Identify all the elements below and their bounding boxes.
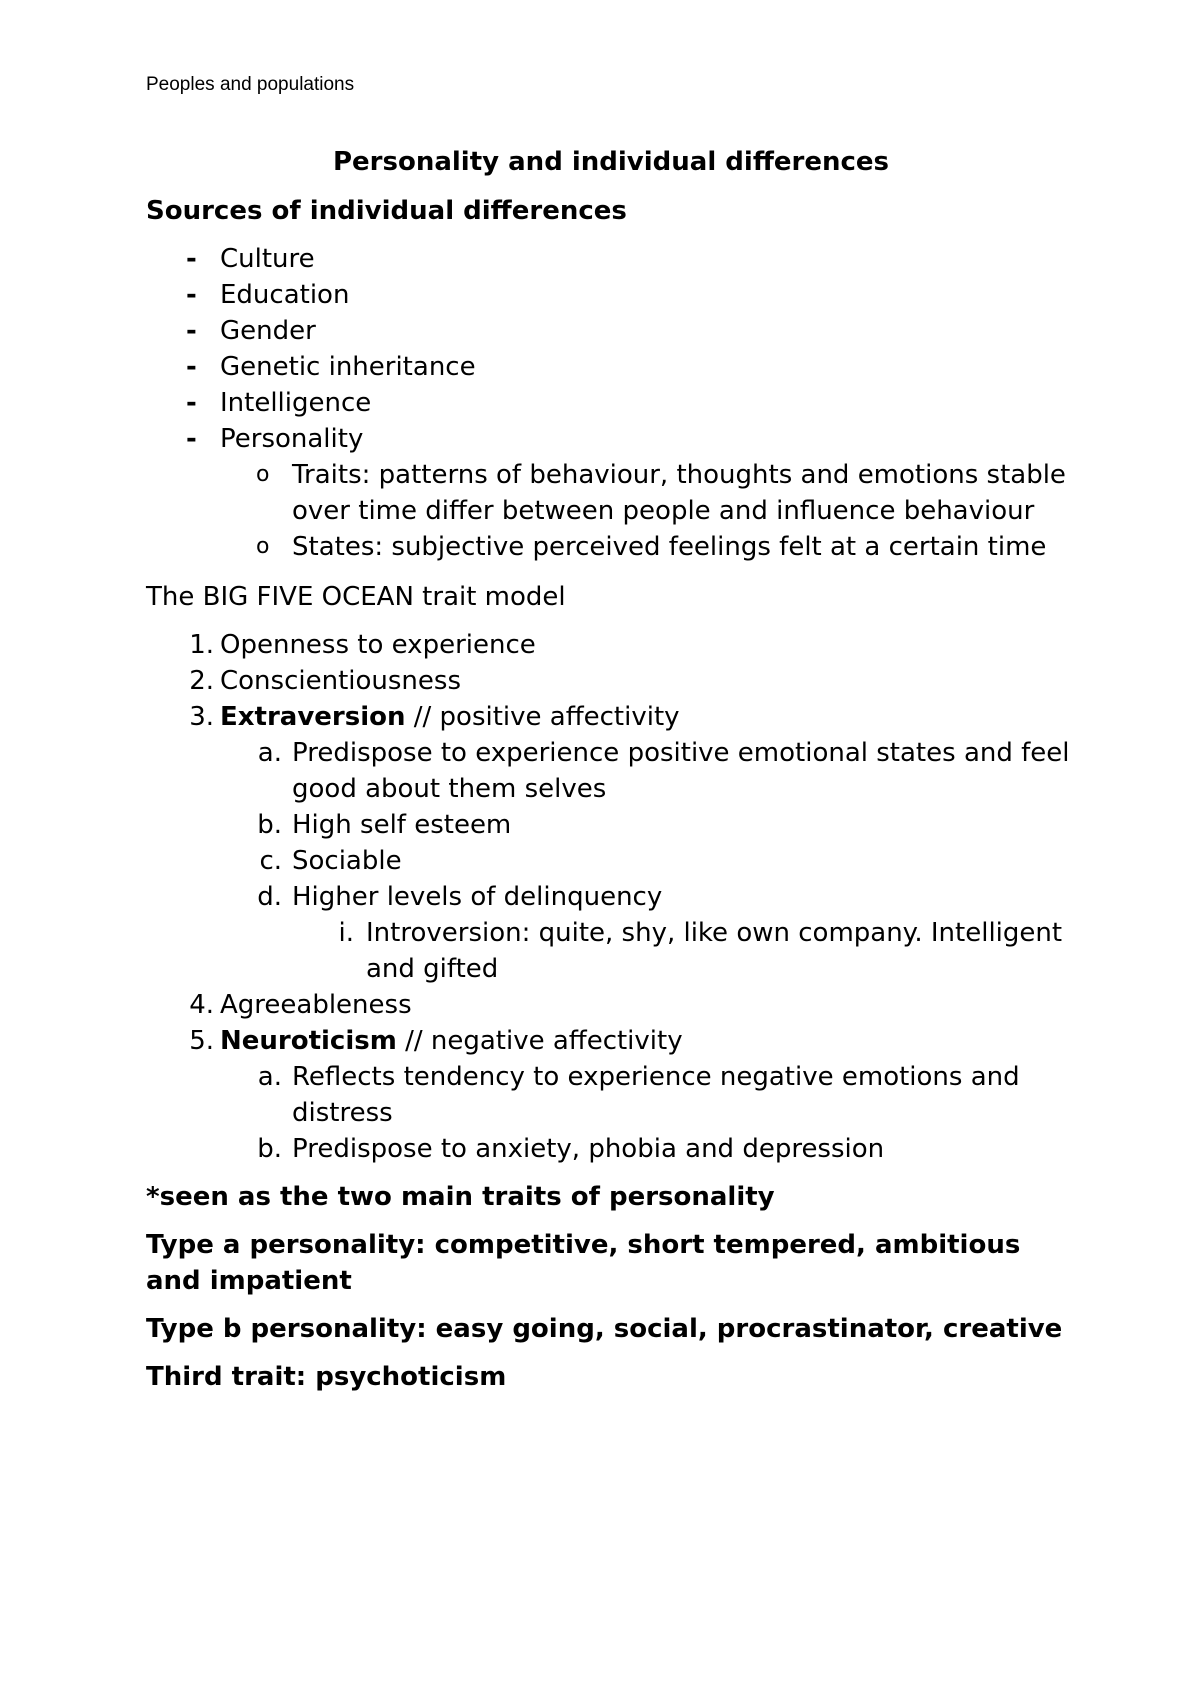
list-item [146,529,1076,565]
letter-marker: a. [257,738,282,768]
list-item [146,735,1076,807]
list-item [146,843,1076,879]
sources-list [146,241,1076,565]
list-item-text: // positive affectivity [405,702,680,732]
sources-heading: Sources of individual differences [146,196,627,226]
o-bullet: o [256,462,270,487]
type-b-paragraph: Type b personality: easy going, social, procrastinator, creative [146,1314,1063,1344]
document-body [146,140,1076,1395]
letter-marker: d. [257,882,282,912]
list-item [146,807,1076,843]
list-item [146,915,1076,987]
list-item [146,879,1076,915]
list-item [146,313,1076,349]
list-item-bold-text: Extraversion [220,702,406,732]
type-a-paragraph: Type a personality: competitive, short tempered, ambitious and impatient [146,1230,1021,1296]
list-item-text: Openness to experience [220,630,536,660]
list-item [146,627,1076,663]
main-traits-note: *seen as the two main traits of personality [146,1182,775,1212]
list-item [146,241,1076,277]
letter-marker: b. [257,1134,282,1164]
letter-marker: c. [259,846,282,876]
list-item [146,277,1076,313]
list-item [146,457,1076,529]
list-item-text: Agreeableness [220,990,412,1020]
number-marker: 1. [189,630,214,660]
dash-bullet: - [186,388,197,418]
running-header: Peoples and populations [146,74,355,95]
list-item-text: States: subjective perceived feelings felt at a certain time [292,532,1047,562]
list-item-text: Education [220,280,350,310]
list-item-text: Predispose to anxiety, phobia and depression [292,1134,885,1164]
list-item [146,987,1076,1023]
list-item [146,385,1076,421]
dash-bullet: - [186,424,197,454]
dash-bullet: - [186,280,197,310]
list-item-text: Reflects tendency to experience negative emotions and distress [292,1062,1020,1128]
list-item-text: Introversion: quite, shy, like own company. Intelligent and gifted [366,918,1063,984]
big-five-heading: The BIG FIVE OCEAN trait model [146,582,566,612]
list-item-text: Predispose to experience positive emotional states and feel good about them selves [292,738,1070,804]
list-item [146,349,1076,385]
dash-bullet: - [186,352,197,382]
big-five-list [146,627,1076,1167]
list-item-text: Genetic inheritance [220,352,476,382]
list-item-text: Culture [220,244,315,274]
list-item-text: Personality [220,424,364,454]
list-item [146,699,1076,735]
document-title: Personality and individual differences [332,147,890,177]
letter-marker: b. [257,810,282,840]
third-trait-paragraph: Third trait: psychoticism [146,1362,507,1392]
number-marker: 4. [189,990,214,1020]
list-item-text: Conscientiousness [220,666,461,696]
list-item-text: Intelligence [220,388,372,418]
list-item [146,1131,1076,1167]
letter-marker: a. [257,1062,282,1092]
list-item-text: Sociable [292,846,402,876]
list-item-text: // negative affectivity [396,1026,683,1056]
list-item-bold-text: Neuroticism [220,1026,397,1056]
o-bullet: o [256,534,270,559]
list-item-text: Gender [220,316,316,346]
list-item-text: Higher levels of delinquency [292,882,663,912]
number-marker: 5. [189,1026,214,1056]
dash-bullet: - [186,244,197,274]
list-item [146,421,1076,457]
number-marker: 3. [189,702,214,732]
roman-marker: i. [338,918,354,948]
number-marker: 2. [189,666,214,696]
list-item [146,663,1076,699]
dash-bullet: - [186,316,197,346]
list-item-text: High self esteem [292,810,512,840]
list-item [146,1059,1076,1131]
list-item [146,1023,1076,1059]
list-item-text: Traits: patterns of behaviour, thoughts and emotions stable over time differ between people and influence behaviour [292,460,1066,526]
